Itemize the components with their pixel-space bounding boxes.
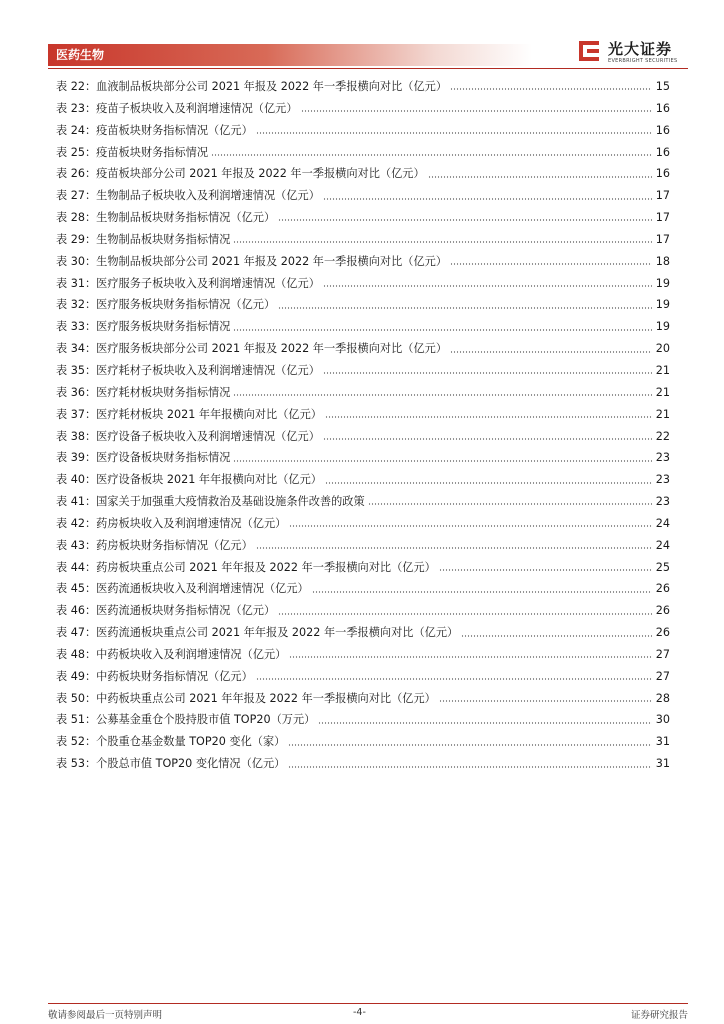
toc-entry-page[interactable]: 17 [655, 232, 670, 246]
toc-dot-leader [450, 88, 652, 90]
toc-entry-page[interactable]: 26 [655, 604, 670, 618]
toc-entry-label[interactable]: 表 29：生物制品板块财务指标情况 [56, 232, 231, 246]
brand-logo [578, 38, 688, 72]
toc-entry[interactable] [56, 382, 670, 404]
toc-entry[interactable] [56, 513, 670, 535]
toc-entry-page[interactable]: 19 [655, 320, 670, 334]
toc-dot-leader [211, 154, 652, 156]
toc-entry-page[interactable]: 21 [655, 385, 670, 399]
toc-entry[interactable] [56, 98, 670, 120]
toc-entry-page[interactable]: 23 [655, 473, 670, 487]
toc-entry-page[interactable]: 20 [655, 342, 670, 356]
toc-dot-leader [318, 722, 651, 724]
page-number: -4- [353, 1007, 366, 1018]
toc-dot-leader [461, 635, 652, 637]
toc-entry-page[interactable]: 19 [655, 276, 670, 290]
toc-entry[interactable] [56, 360, 670, 382]
toc-entry-label[interactable]: 表 33：医疗服务板块财务指标情况 [56, 320, 231, 334]
toc-entry[interactable] [56, 316, 670, 338]
toc-entry-page[interactable]: 31 [655, 735, 670, 749]
toc-entry-page[interactable]: 17 [655, 189, 670, 203]
section-title: 医药生物 [56, 48, 105, 62]
toc-entry[interactable] [56, 688, 670, 710]
toc-entry[interactable] [56, 207, 670, 229]
toc-entry-label[interactable]: 表 26：疫苗板块部分公司 2021 年报及 2022 年一季报横向对比（亿元） [56, 167, 425, 181]
toc-entry[interactable] [56, 578, 670, 600]
toc-dot-leader [450, 263, 652, 265]
toc-entry[interactable] [56, 76, 670, 98]
toc-entry-label[interactable]: 表 40：医疗设备板块 2021 年年报横向对比（亿元） [56, 473, 322, 487]
toc-dot-leader [312, 591, 652, 593]
toc-entry[interactable] [56, 404, 670, 426]
toc-entry[interactable] [56, 185, 670, 207]
toc-entry-page[interactable]: 16 [655, 145, 670, 159]
toc-entry-label[interactable]: 表 49：中药板块财务指标情况（亿元） [56, 669, 253, 683]
toc-dot-leader [256, 132, 652, 134]
toc-entry-label[interactable]: 表 44：药房板块重点公司 2021 年年报及 2022 年一季报横向对比（亿元） [56, 560, 436, 574]
toc-dot-leader [439, 700, 652, 702]
toc-entry[interactable] [56, 120, 670, 142]
toc-dot-leader [325, 416, 652, 418]
toc-entry[interactable] [56, 600, 670, 622]
toc-entry[interactable] [56, 491, 670, 513]
toc-entry-page[interactable]: 16 [655, 101, 670, 115]
toc-entry[interactable] [56, 229, 670, 251]
footer-divider [48, 1003, 688, 1004]
toc-entry[interactable] [56, 294, 670, 316]
toc-entry-page[interactable]: 31 [655, 757, 670, 771]
toc-entry[interactable] [56, 142, 670, 164]
toc-entry-page[interactable]: 30 [655, 713, 670, 727]
toc-entry-page[interactable]: 26 [655, 582, 670, 596]
toc-entry-page[interactable]: 23 [655, 451, 670, 465]
toc-dot-leader [278, 613, 652, 615]
toc-entry-label[interactable]: 表 28：生物制品板块财务指标情况（亿元） [56, 211, 276, 225]
brand-name: 光大证券 [608, 40, 673, 58]
toc-entry[interactable] [56, 731, 670, 753]
toc-entry-page[interactable]: 24 [655, 538, 670, 552]
toc-dot-leader [256, 547, 652, 549]
toc-entry-page[interactable]: 23 [655, 495, 670, 509]
toc-entry[interactable] [56, 753, 670, 775]
toc-entry-label[interactable]: 表 43：药房板块财务指标情况（亿元） [56, 538, 253, 552]
toc-entry[interactable] [56, 535, 670, 557]
toc-dot-leader [323, 438, 652, 440]
toc-dot-leader [301, 110, 652, 112]
toc-entry-page[interactable]: 28 [655, 691, 670, 705]
toc-entry-label[interactable]: 表 47：医药流通板块重点公司 2021 年年报及 2022 年一季报横向对比（亿元） [56, 626, 459, 640]
toc-entry-page[interactable]: 16 [655, 167, 670, 181]
footer-doc-type: 证券研究报告 [630, 1010, 688, 1021]
toc-entry-label[interactable]: 表 42：药房板块收入及利润增速情况（亿元） [56, 516, 287, 530]
toc-entry-label[interactable]: 表 31：医疗服务子板块收入及利润增速情况（亿元） [56, 276, 320, 290]
toc-entry-label[interactable]: 表 39：医疗设备板块财务指标情况 [56, 451, 231, 465]
toc-entry[interactable] [56, 163, 670, 185]
toc-entry-page[interactable]: 18 [655, 254, 670, 268]
toc-entry-page[interactable]: 16 [655, 123, 670, 137]
toc-entry-page[interactable]: 15 [655, 80, 670, 93]
toc-dot-leader [256, 678, 652, 680]
toc-entry[interactable] [56, 709, 670, 731]
toc-entry-label[interactable]: 表 23：疫苗子板块收入及利润增速情况（亿元） [56, 101, 298, 115]
toc-dot-leader [278, 219, 652, 221]
toc-entry-label[interactable]: 表 25：疫苗板块财务指标情况 [56, 145, 209, 159]
header-bar [48, 44, 532, 66]
brand-subtitle: EVERBRIGHT SECURITIES [608, 58, 678, 64]
toc-entry-page[interactable]: 27 [655, 647, 670, 661]
toc-dot-leader [428, 176, 652, 178]
toc-dot-leader [278, 307, 652, 309]
toc-dot-leader [289, 656, 651, 658]
toc-dot-leader [233, 241, 651, 243]
toc-entry[interactable] [56, 251, 670, 273]
toc-dot-leader [288, 766, 651, 768]
toc-dot-leader [323, 285, 652, 287]
toc-entry-label[interactable]: 表 37：医疗耗材板块 2021 年年报横向对比（亿元） [56, 407, 322, 421]
toc-dot-leader [325, 482, 652, 484]
toc-entry-label[interactable]: 表 22：血液制品板块部分公司 2021 年报及 2022 年一季报横向对比（亿元） [56, 80, 448, 93]
toc-entry-label[interactable]: 表 24：疫苗板块财务指标情况（亿元） [56, 123, 253, 137]
toc-entry[interactable] [56, 644, 670, 666]
toc-entry-label[interactable]: 表 32：医疗服务板块财务指标情况（亿元） [56, 298, 276, 312]
toc-entry[interactable] [56, 557, 670, 579]
toc-entry-page[interactable]: 24 [655, 516, 670, 530]
toc-entry[interactable] [56, 426, 670, 448]
toc-entry-page[interactable]: 21 [655, 363, 670, 377]
toc-entry-page[interactable]: 27 [655, 669, 670, 683]
table-of-contents [56, 76, 670, 775]
toc-dot-leader [289, 525, 651, 527]
toc-entry-label[interactable]: 表 51：公募基金重仓个股持股市值 TOP20（万元） [56, 713, 316, 727]
toc-entry-label[interactable]: 表 35：医疗耗材子板块收入及利润增速情况（亿元） [56, 363, 320, 377]
toc-entry-label[interactable]: 表 30：生物制品板块部分公司 2021 年报及 2022 年一季报横向对比（亿元） [56, 254, 448, 268]
footer-disclaimer: 敬请参阅最后一页特别声明 [48, 1010, 163, 1021]
toc-entry-label[interactable]: 表 34：医疗服务板块部分公司 2021 年报及 2022 年一季报横向对比（亿元） [56, 342, 448, 356]
toc-entry-label[interactable]: 表 45：医药流通板块收入及利润增速情况（亿元） [56, 582, 309, 596]
toc-entry-label[interactable]: 表 27：生物制品子板块收入及利润增速情况（亿元） [56, 189, 320, 203]
header-divider [48, 68, 688, 69]
toc-entry[interactable] [56, 622, 670, 644]
toc-entry-page[interactable]: 25 [655, 560, 670, 574]
toc-entry-page[interactable]: 19 [655, 298, 670, 312]
toc-entry[interactable] [56, 447, 670, 469]
toc-entry-page[interactable]: 21 [655, 407, 670, 421]
toc-entry-label[interactable]: 表 53：个股总市值 TOP20 变化情况（亿元） [56, 757, 286, 771]
toc-dot-leader [323, 372, 652, 374]
toc-entry-label[interactable]: 表 46：医药流通板块财务指标情况（亿元） [56, 604, 276, 618]
toc-entry-label[interactable]: 表 48：中药板块收入及利润增速情况（亿元） [56, 647, 287, 661]
toc-dot-leader [288, 744, 651, 746]
toc-entry-label[interactable]: 表 50：中药板块重点公司 2021 年年报及 2022 年一季报横向对比（亿元） [56, 691, 436, 705]
toc-entry[interactable] [56, 469, 670, 491]
toc-entry[interactable] [56, 273, 670, 295]
toc-entry-label[interactable]: 表 52：个股重仓基金数量 TOP20 变化（家） [56, 735, 286, 749]
toc-dot-leader [233, 394, 651, 396]
toc-entry-label[interactable]: 表 38：医疗设备子板块收入及利润增速情况（亿元） [56, 429, 320, 443]
toc-entry[interactable] [56, 338, 670, 360]
toc-dot-leader [233, 329, 651, 331]
toc-dot-leader [450, 351, 652, 353]
toc-entry-page[interactable]: 26 [655, 626, 670, 640]
toc-dot-leader [233, 460, 651, 462]
toc-entry-page[interactable]: 22 [655, 429, 670, 443]
toc-entry-label[interactable]: 表 36：医疗耗材板块财务指标情况 [56, 385, 231, 399]
toc-dot-leader [439, 569, 652, 571]
toc-dot-leader [368, 503, 652, 505]
toc-entry-page[interactable]: 17 [655, 211, 670, 225]
toc-entry-label[interactable]: 表 41：国家关于加强重大疫情救治及基础设施条件改善的政策 [56, 495, 365, 509]
toc-entry[interactable] [56, 666, 670, 688]
everbright-logo-icon [578, 39, 602, 65]
toc-dot-leader [323, 198, 652, 200]
